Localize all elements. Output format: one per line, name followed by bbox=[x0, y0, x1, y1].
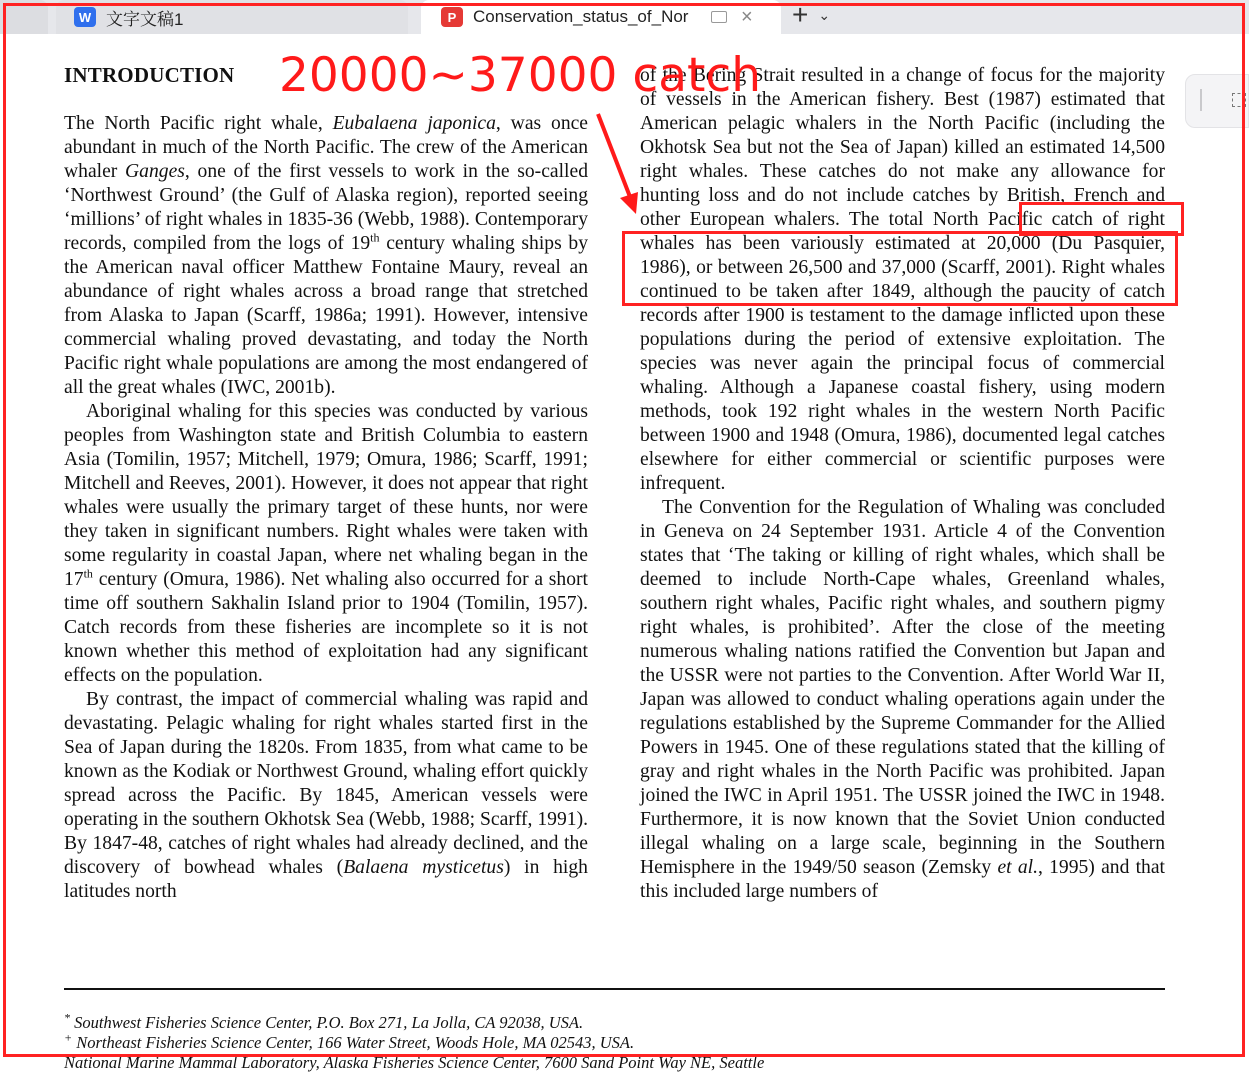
paragraph-2 bbox=[64, 400, 588, 688]
tab-label: Conservation_status_of_Nor bbox=[473, 7, 689, 26]
tab-bar bbox=[0, 0, 1249, 34]
text-run: , was once abundant in much of the North Pacific. The crew of the American whaler bbox=[64, 113, 589, 182]
fit-page-icon[interactable] bbox=[1232, 93, 1246, 107]
new-tab-controls bbox=[792, 0, 830, 30]
monitor-icon[interactable] bbox=[711, 11, 727, 23]
pdf-icon: P bbox=[441, 7, 463, 27]
superscript: th bbox=[83, 566, 93, 581]
tab-label: 文字文稿1 bbox=[106, 9, 184, 29]
footnote-3 bbox=[64, 1053, 765, 1072]
paragraph-4: of the Bering Strait resulted in a change of focus for the majority of vessels in the American fishery. Best (1987) estimated that American pelagic whalers in the North Pacific (including the Okhotsk Sea but not the Sea of Japan) killed an estimated 14,500 right whales. These catches do not make any allowance for hunting loss and do not include catches by British, French and other European whalers. The total North Pacific catch of right whales has been variously estimated at 20,000 (Du Pasquier, 1986), or between 26,500 and 37,000 (Scarff, 2001). Right whales continued to be taken after 1849, although the paucity of catch records after 1900 is testament to the damage inflicted upon these populations during the period of extensive exploitation. The species was never again the principal focus of commercial whaling. Although a Japanese coastal fishery, using modern methods, took 192 right whales in the western North Pacific between 1900 and 1948 (Omura, 1986), documented legal catches elsewhere for either commercial or scientific purposes were infrequent. bbox=[640, 65, 1165, 494]
footnote-1 bbox=[64, 1010, 584, 1033]
text-run: ) in high latitudes north bbox=[64, 857, 588, 902]
footnote-mark: * bbox=[64, 1010, 70, 1025]
divider bbox=[1200, 89, 1202, 111]
right-column bbox=[640, 64, 1165, 904]
text-run: The North Pacific right whale, bbox=[64, 113, 333, 134]
ship-name: Ganges bbox=[125, 161, 185, 182]
chevron-down-icon[interactable]: ⌄ bbox=[818, 6, 831, 23]
text-run: The Convention for the Regulation of Whaling was concluded in Geneva on 24 September 1931. Article 4 of the Convention states that ‘The taking or killing of right whales, which shall be deemed to include North-Cape whales, Greenland whales, southern right whales, Pacific right whales, and southern pigmy right whales, is prohibited’. After the close of the meeting numerous whaling nations ratified the Convention but Japan and the USSR were not parties to the Convention. After World War II, Japan was allowed to conduct whaling operations again under the regulations established by the Supreme Commander for the Allied Powers in 1945. One of these regulations stated that the killing of gray and right whales in the North Pacific was prohibited. Japan joined the IWC in April 1951. The USSR joined the IWC in 1948. Furthermore, it is now known that the Soviet Union conducted illegal whaling on a large scale, beginning in the Southern Hemisphere in the 1949/50 season (Zemsky bbox=[640, 497, 1165, 878]
annotation-label: 20000~37000 catch bbox=[279, 48, 762, 103]
paragraph-1 bbox=[64, 112, 588, 400]
text-run: century (Omura, 1986). Net whaling also occurred for a short time off southern Sakhalin Island prior to 1904 (Tomilin, 1957). Catch records from these fisheries are incomplete so it is not known whether this method of exploitation had any significant effects on the population. bbox=[64, 569, 588, 686]
paragraph-5 bbox=[640, 496, 1165, 904]
citation-italic: et al. bbox=[997, 857, 1038, 878]
side-toolbar bbox=[1185, 74, 1249, 128]
species-name: Balaena mysticetus bbox=[343, 857, 504, 878]
tab-pdf-active[interactable] bbox=[421, 0, 781, 34]
section-heading: INTRODUCTION bbox=[64, 63, 235, 87]
text-run: Aboriginal whaling for this species was conducted by various peoples from Washington state and British Columbia to eastern Asia (Tomilin, 1957; Mitchell, 1979; Omura, 1986; Scarff, 1991; Mitchell and Reeves, 2001). However, it does not appear that right whales were usually the primary target of these hunts, nor were they taken in significant numbers. Right whales were taken with some regularity in coastal Japan, where net whaling began in the 17 bbox=[64, 401, 588, 590]
footnote-text: Southwest Fisheries Science Center, P.O. Box 271, La Jolla, CA 92038, USA. bbox=[70, 1013, 584, 1032]
plus-icon[interactable]: + bbox=[792, 0, 809, 30]
text-run: By contrast, the impact of commercial whaling was rapid and devastating. Pelagic whaling for right whales started first in the Sea of Japan during the 1820s. From 1835, from what came to be known as the Kodiak or Northwest Ground, whaling effort quickly spread across the Pacific. By 1845, American vessels were operating in the southern Okhotsk Sea (Webb, 1988; Scarff, 1991). By 1847-48, catches of right whales had already declined, and the discovery of bowhead whales ( bbox=[64, 689, 588, 878]
text-run: century whaling ships by the American naval officer Matthew Fontaine Maury, reveal an abundance of right whales across a broad range that stretched from Alaska to Japan (Scarff, 1986a; 1991). However, intensive commercial whaling proved devastating, and today the North Pacific right whale populations are among the most endangered of all the great whales (IWC, 2001b). bbox=[64, 233, 588, 398]
text-run: , 1995) and that this included large numbers of bbox=[640, 857, 1165, 902]
footnote-divider bbox=[64, 988, 1165, 990]
footnote-mark: + bbox=[64, 1030, 73, 1045]
superscript: th bbox=[370, 230, 380, 245]
footnote-text: National Marine Mammal Laboratory, Alaska Fisheries Science Center, 7600 Sand Point Way NE, Seattle bbox=[64, 1053, 765, 1072]
close-icon[interactable]: × bbox=[741, 5, 753, 28]
left-column bbox=[64, 112, 588, 904]
tab-stub[interactable] bbox=[0, 0, 48, 34]
species-name: Eubalaena japonica bbox=[332, 113, 496, 134]
tab-document-1[interactable] bbox=[56, 0, 408, 34]
paragraph-3 bbox=[64, 688, 588, 904]
footnote-2 bbox=[64, 1030, 635, 1053]
footnote-text: Northeast Fisheries Science Center, 166 Water Street, Woods Hole, MA 02543, USA. bbox=[72, 1033, 635, 1052]
wps-writer-icon: W bbox=[74, 7, 96, 27]
text-run: , one of the first vessels to work in the so-called ‘Northwest Ground’ (the Gulf of Alaska region), reported seeing ‘millions’ of right whales in 1835-36 (Webb, 1988). Contemporary records, compiled from the logs of 19 bbox=[64, 161, 588, 254]
